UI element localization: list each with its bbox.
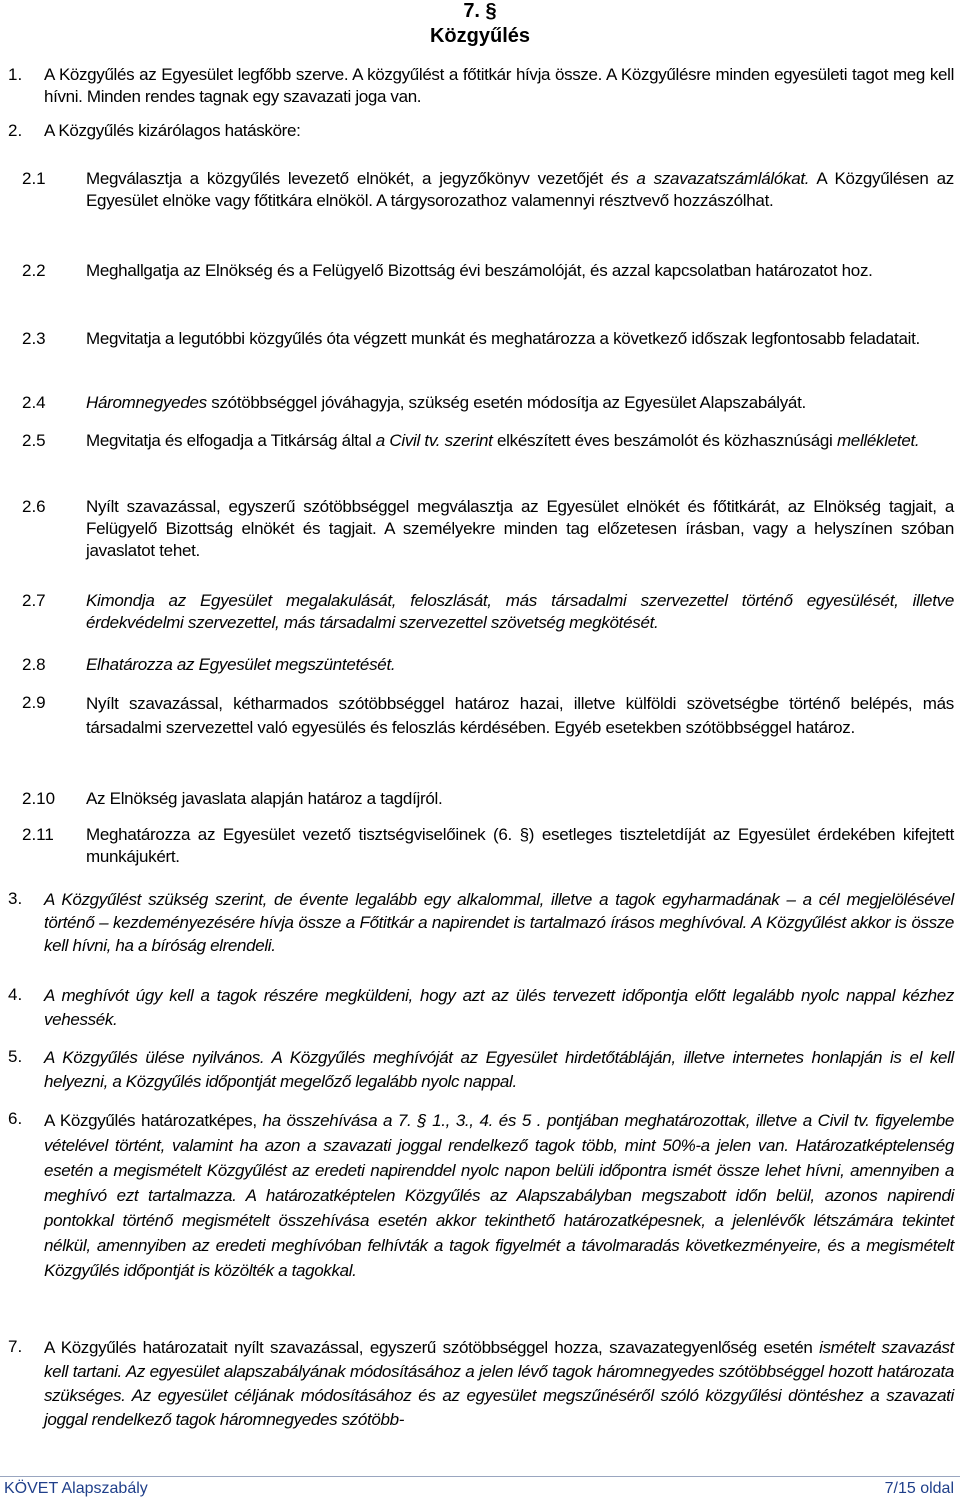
subsection-2-9: Nyílt szavazással, kétharmados szótöbbséggel határoz hazai, illetve külföldi szövetségbe történő belépés, más társadalmi szervezettel való egyesülés és feloszlás kérdésében. Egyéb esetekben szótöbbséggel határoz. [86,694,954,737]
subsection-number: 2.10 [22,789,56,808]
paragraph-number: 7. [8,1337,23,1356]
subsection-2-1: Megválasztja a közgyűlés levezető elnökét, a jegyzőkönyv vezetőjét és a szavazatszámlálókat. A Közgyűlésen az Egyesület elnöke vagy főtitkára elnököl. A tárgysorozathoz valamennyi résztvevő hozzászólhat. [86,169,954,210]
subsection-2-2: Meghallgatja az Elnökség és a Felügyelő Bizottság évi beszámolóját, és azzal kapcsolatban határozatot hoz. [86,261,873,280]
subsection-2-8: Elhatározza az Egyesület megszüntetését. [86,655,396,674]
paragraph-number: 3. [8,889,23,908]
subsection-number: 2.6 [22,497,46,516]
paragraph-6: A Közgyűlés határozatképes, ha összehívása a 7. § 1., 3., 4. és 5 . pontjában meghatározottak, illetve a Civil tv. figyelembe vételével történt, valamint ha azon a szavazati joggal rendelkező tagok több, mint 50%-a jelen van. Határozatképtelenség esetén a megismételt Közgyűlést az eredeti napirenddel nyolc napon belüli időpontra ismét össze lehet hívni, amennyiben a meghívó ezt tartalmazza. A határozatképtelen Közgyűlés az Alapszabályban megszabott időn belül, azonos napirendi pontokkal történő megismételt összehívása esetén akkor tekinthető határozatképesnek, a jelenlévők létszámára tekintet nélkül, amennyiben az eredeti meghívóban felhívták a tagok figyelmét a távolmaradás következményeire, és a megismételt Közgyűlés időpontját is közölték a tagokkal. [44,1111,954,1280]
subsection-number: 2.1 [22,169,46,188]
subsection-2-3: Megvitatja a legutóbbi közgyűlés óta végzett munkát és meghatározza a következő időszak legfontosabb feladatait. [86,329,920,348]
paragraph-number: 5. [8,1047,23,1066]
section-number: 7. § [463,0,497,22]
paragraph-number: 4. [8,985,23,1004]
paragraph-number: 2. [8,121,23,140]
page-footer [0,1476,960,1504]
section-title: Közgyűlés [429,25,531,47]
subsection-number: 2.8 [22,655,46,674]
subsection-number: 2.11 [22,825,54,844]
paragraph-4: A meghívót úgy kell a tagok részére megküldeni, hogy azt az ülés tervezett időpontja előtt legalább nyolc nappal kézhez vehessék. [44,986,954,1029]
subsection-number: 2.9 [22,693,46,712]
footer-page-number: 7/15 oldal [884,1480,954,1497]
subsection-2-6: Nyílt szavazással, egyszerű szótöbbséggel megválasztja az Egyesület elnökét és főtitkárát, az Elnökség tagjait, a Felügyelő Bizottság elnökét és tagjait. A személyekre minden tag előzetesen írásban, vagy a helyszínen szóban javaslatot tehet. [86,497,954,560]
subsection-number: 2.2 [22,261,46,280]
subsection-2-4: Háromnegyedes szótöbbséggel jóváhagyja, szükség esetén módosítja az Egyesület Alapszabályát. [86,393,806,412]
paragraph-5: A Közgyűlés ülése nyilvános. A Közgyűlés meghívóját az Egyesület hirdetőtábláján, illetve internetes honlapján is el kell helyezni, a Közgyűlés időpontját megelőző legalább nyolc nappal. [44,1048,954,1091]
paragraph-1: A Közgyűlés az Egyesület legfőbb szerve. A közgyűlést a főtitkár hívja össze. A Közgyűlésre minden egyesületi tagot meg kell hívni. Minden rendes tagnak egy szavazati joga van. [44,65,954,106]
footer-document-name: KÖVET Alapszabály [4,1480,148,1497]
subsection-2-10: Az Elnökség javaslata alapján határoz a tagdíjról. [86,789,443,808]
paragraph-number: 6. [8,1109,23,1128]
paragraph-3: A Közgyűlést szükség szerint, de évente legalább egy alkalommal, illetve a tagok egyharmadának – a cél megjelölésével történő – kezdeményezésére hívja össze a Főtitkár a napirendet is tartalmazó írásos meghívóval. A Közgyűlést akkor is össze kell hívni, ha a bíróság elrendeli. [44,890,954,955]
subsection-2-5: Megvitatja és elfogadja a Titkárság által a Civil tv. szerint elkészített éves beszámolót és közhasznúsági mellékletet. [86,431,920,450]
subsection-number: 2.7 [22,591,46,610]
subsection-number: 2.3 [22,329,46,348]
paragraph-2: A Közgyűlés kizárólagos hatásköre: [44,121,301,140]
subsection-2-7: Kimondja az Egyesület megalakulását, feloszlását, más társadalmi szervezettel történő egyesülését, illetve érdekvédelmi szervezettel, más társadalmi szervezettel szövetség megkötését. [86,591,954,632]
subsection-number: 2.5 [22,431,46,450]
paragraph-7: A Közgyűlés határozatait nyílt szavazással, egyszerű szótöbbséggel hozza, szavazategyenlőség esetén ismételt szavazást kell tartani. Az egyesület alapszabályának módosításához a jelen lévő tagok háromnegyedes szótöbbséggel hozott határozata szükséges. Az egyesület céljának módosításához és az egyesület megszűnéséről szóló közgyűlési döntéshez a szavazati joggal rendelkező tagok háromnegyedes szótöbb- [44,1338,954,1429]
subsection-2-11: Meghatározza az Egyesület vezető tisztségviselőinek (6. §) esetleges tiszteletdíját az Egyesület érdekében kifejtett munkájukért. [86,825,954,866]
footer-divider [0,1476,960,1477]
paragraph-number: 1. [8,65,23,84]
subsection-number: 2.4 [22,393,46,412]
